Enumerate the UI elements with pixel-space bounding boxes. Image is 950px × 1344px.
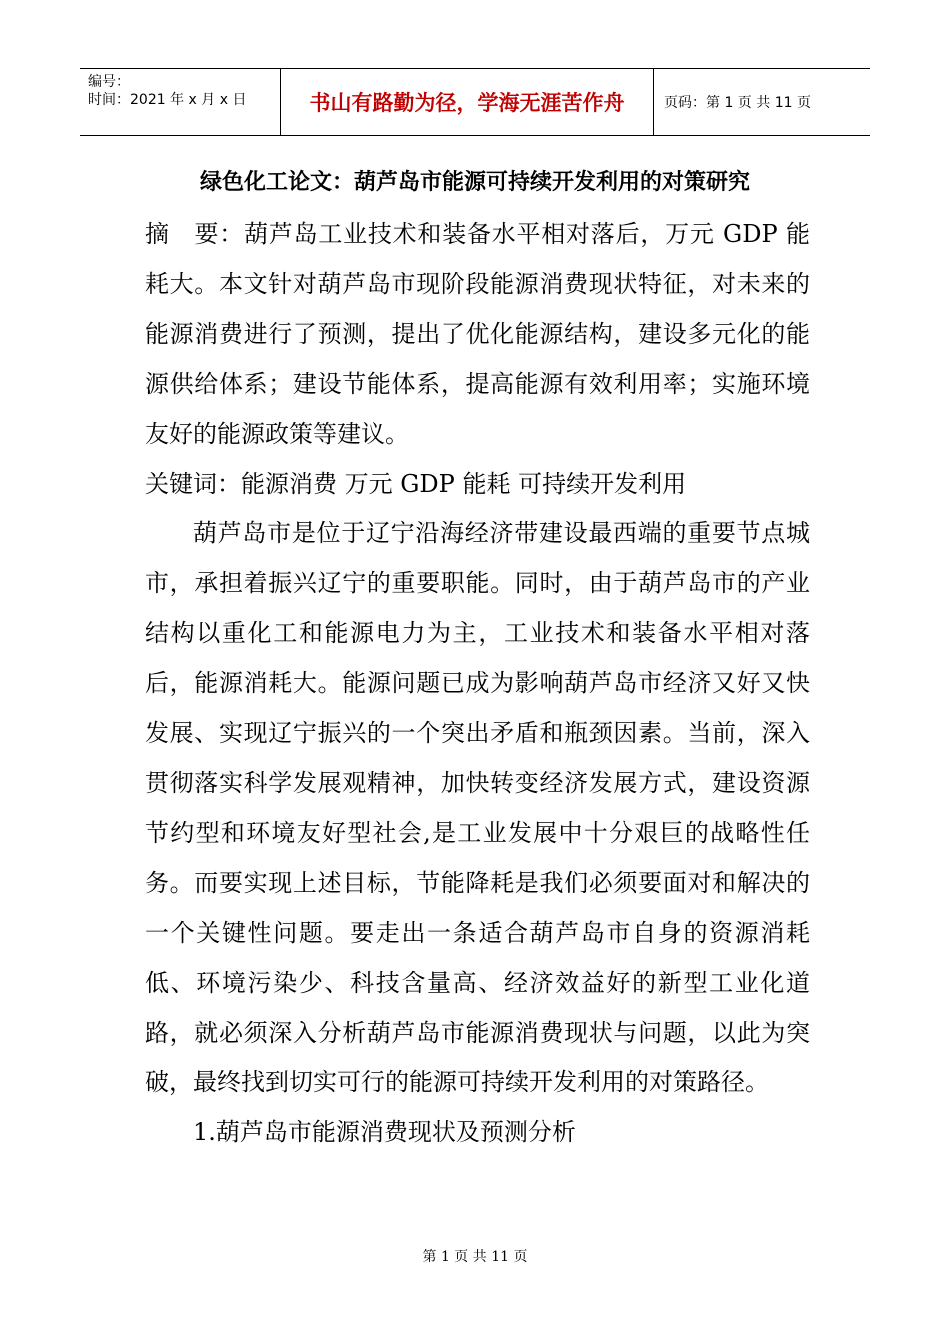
header-meta-cell: [80, 69, 281, 135]
page-footer: 第 1 页 共 11 页: [422, 1249, 528, 1265]
document-title: 绿色化工论文：葫芦岛市能源可持续开发利用的对策研究: [199, 170, 750, 195]
document-number-label: 编号：: [88, 74, 130, 90]
section-heading: 1.葫芦岛市能源消费现状及预测分析: [193, 1118, 576, 1147]
header-page-info: 页码：第 1 页 共 11 页: [664, 95, 811, 111]
document-time-label: 时间：2021 年 x 月 x 日: [88, 92, 247, 108]
header-table: [80, 68, 870, 136]
body-paragraph: 葫芦岛市是位于辽宁沿海经济带建设最西端的重要节点城市，承担着振兴辽宁的重要职能。同时，由于葫芦岛市的产业结构以重化工和能源电力为主，工业技术和装备水平相对落后，能源消耗大。能源问题已成为影响葫芦岛市经济又好又快发展、实现辽宁振兴的一个突出矛盾和瓶颈因素。当前，深入贯彻落实科学发展观精神，加快转变经济发展方式，建设资源节约型和环境友好型社会,是工业发展中十分艰巨的战略性任务。而要实现上述目标，节能降耗是我们必须要面对和解决的一个关键性问题。要走出一条适合葫芦岛市自身的资源消耗低、环境污染少、科技含量高、经济效益好的新型工业化道路，就必须深入分析葫芦岛市能源消费现状与问题，以此为突破，最终找到切实可行的能源可持续开发利用的对策路径。: [145, 519, 810, 1097]
abstract-paragraph: 摘 要：葫芦岛工业技术和装备水平相对落后，万元 GDP 能耗大。本文针对葫芦岛市现阶段能源消费现状特征，对未来的能源消费进行了预测，提出了优化能源结构，建设多元化的能源供给体系；建设节能体系，提高能源有效利用率；实施环境友好的能源政策等建议。: [145, 220, 810, 448]
header-motto: 书山有路勤为径，学海无涯苦作舟: [281, 69, 654, 135]
keywords-paragraph: 关键词：能源消费 万元 GDP 能耗 可持续开发利用: [145, 469, 687, 498]
document-body: [145, 210, 810, 1158]
